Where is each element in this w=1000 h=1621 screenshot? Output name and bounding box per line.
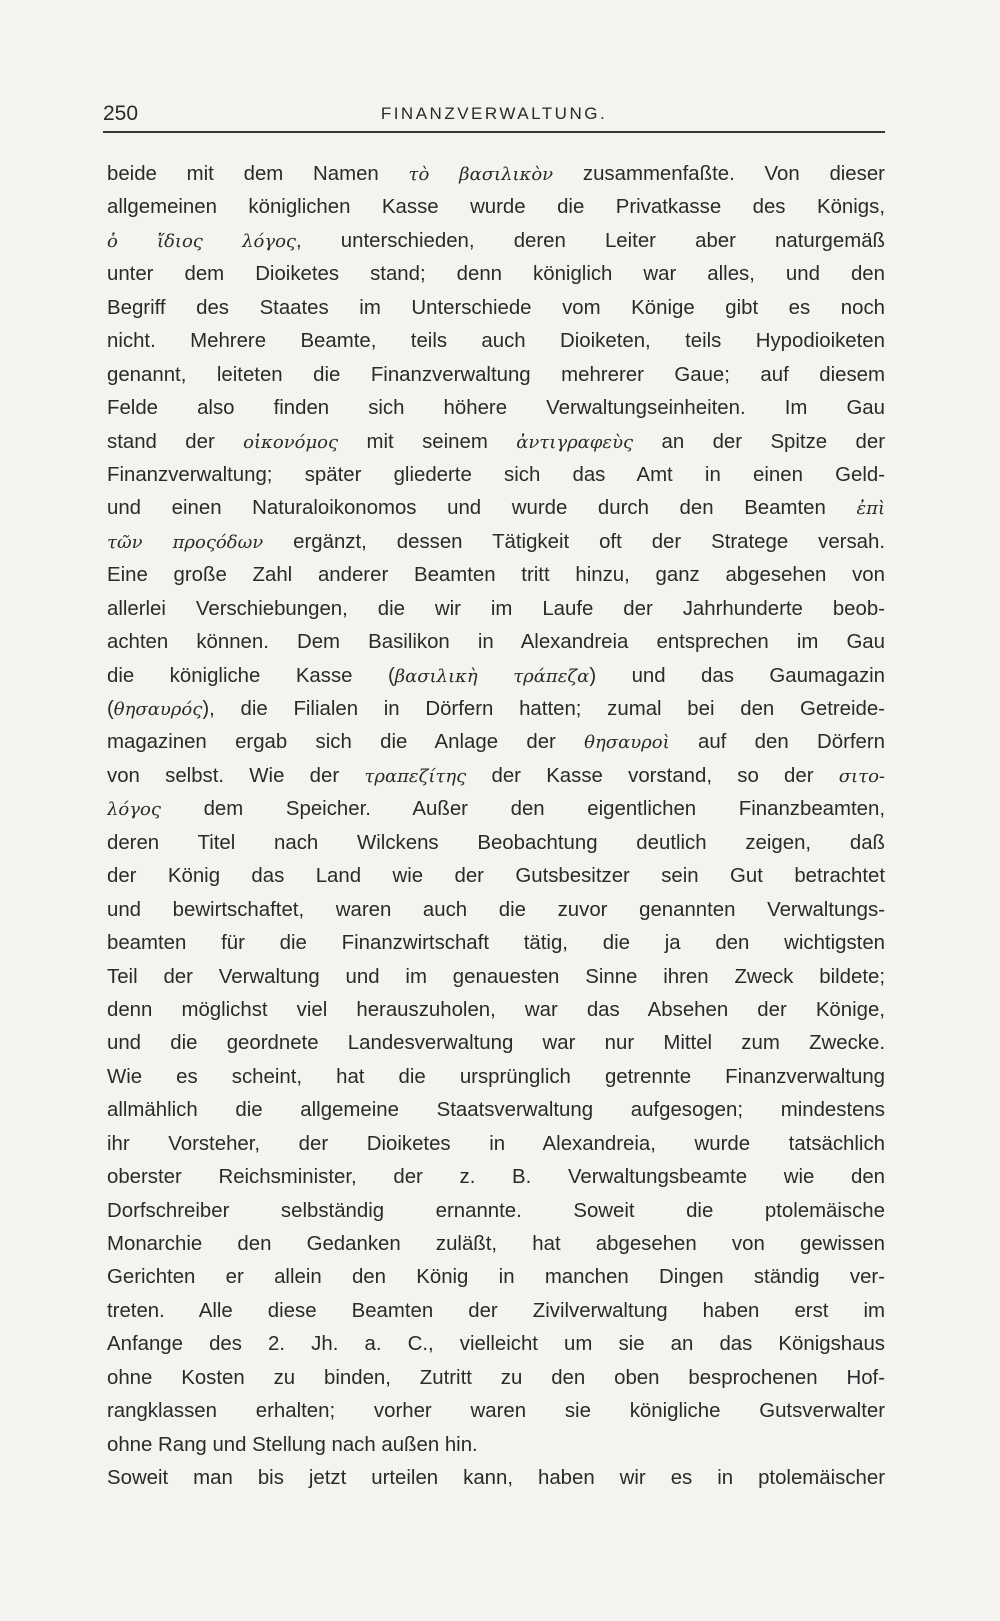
text-span: und einen Naturaloikonomos und wurde durch den Beamten [107,497,857,520]
greek-term: θησαυρός [113,699,203,720]
text-span: Monarchie den Gedanken zuläßt, hat abgesehen von gewissen [107,1233,885,1255]
text-span: allgemeinen königlichen Kasse wurde die Privatkasse des Königs, [107,196,885,219]
text-span: mit seinem [338,430,517,453]
text-line [107,325,885,358]
text-line [107,927,885,960]
text-line [107,693,885,726]
text-span: ohne Kosten zu binden, Zutritt zu den oben besprochenen Hof- [107,1366,885,1389]
text-line [107,459,885,492]
text-span: und die geordnete Landesverwaltung war nur Mittel zum Zwecke. [107,1032,885,1055]
text-span: allerlei Verschiebungen, die wir im Laufe der Jahrhunderte beob- [107,597,885,620]
text-line [107,392,885,425]
text-span: treten. Alle diese Beamten der Zivilverwaltung haben erst im [107,1299,885,1322]
text-span: ihr Vorsteher, der Dioiketes in Alexandreia, wurde tatsächlich [107,1132,885,1155]
text-span: von selbst. Wie der [107,764,365,787]
running-title: FINANZVERWALTUNG. [380,104,608,123]
text-span: denn möglichst viel herauszuholen, war das Absehen der Könige, [107,998,885,1021]
text-span: der König das Land wie der Gutsbesitzer sein Gut betrachtet [107,865,885,888]
greek-term: ἐπὶ [856,498,885,520]
text-span: unter dem Dioiketes stand; denn königlich war alles, und den [107,263,885,286]
text-span: und bewirtschaftet, waren auch die zuvor genannten Verwaltungs- [107,898,885,921]
body-text [107,158,885,1496]
text-line [107,1027,885,1060]
text-line [107,1429,885,1462]
text-span: ), die Filialen in Dörfern hatten; zumal bei den Getreide- [202,698,885,720]
text-span: ( [107,698,114,720]
greek-term: σιτο- [838,765,885,787]
text-span: zusammenfaßte. Von dieser [553,163,885,185]
text-line [107,1195,885,1228]
text-line [107,1061,885,1094]
greek-term: θησαυροὶ [584,732,670,754]
text-line [107,894,885,927]
text-line [107,994,885,1027]
text-span: genannt, leiteten die Finanzverwaltung mehrerer Gaue; auf diesem [107,363,885,386]
text-span: , unterschieden, deren Leiter aber naturgemäß [296,229,885,252]
text-line [107,292,885,325]
text-span: stand der [107,430,244,453]
text-line [107,1395,885,1428]
text-line [107,1128,885,1161]
text-line [107,1295,885,1328]
text-span: deren Titel nach Wilckens Beobachtung deutlich zeigen, daß [107,831,885,854]
text-span: achten können. Dem Basilikon in Alexandreia entsprechen im Gau [107,631,885,654]
text-span: Anfange des 2. Jh. a. C., vielleicht um sie an das Königshaus [107,1333,885,1356]
greek-term: οἰκονόμος [243,431,339,453]
text-span: dem Speicher. Außer den eigentlichen Finanzbeamten, [160,798,885,821]
text-span: Eine große Zahl anderer Beamten tritt hinzu, ganz abgesehen von [107,564,885,587]
text-span: allmählich die allgemeine Staatsverwaltung aufgesogen; mindestens [107,1099,885,1122]
text-line [107,225,885,258]
greek-term: τραπεζίτης [364,765,467,787]
text-span: nicht. Mehrere Beamte, teils auch Dioiketen, teils Hypodioiketen [107,330,885,353]
text-line [107,626,885,659]
text-span: die königliche Kasse ( [107,664,395,687]
text-line [107,158,885,191]
text-line [107,1328,885,1361]
text-line [107,961,885,994]
text-span: Soweit man bis jetzt urteilen kann, haben wir es in ptolemäischer [107,1467,885,1490]
text-span: rangklassen erhalten; vorher waren sie königliche Gutsverwalter [107,1400,885,1423]
text-line [107,426,885,459]
text-line [107,660,885,693]
text-line [107,726,885,759]
text-line [107,1228,885,1261]
text-line [107,1362,885,1395]
greek-term: βασιλικὴ τράπεζα [394,665,590,687]
text-line [107,359,885,392]
text-span: beamten für die Finanzwirtschaft tätig, die ja den wichtigsten [107,932,885,955]
text-line [107,1094,885,1127]
greek-term: τὸ βασιλικὸν [408,164,554,185]
text-line [107,793,885,826]
text-line [107,1161,885,1194]
text-span: Wie es scheint, hat die ursprünglich getrennte Finanzverwaltung [107,1065,885,1088]
page-number: 250 [103,102,139,125]
text-span: auf den Dörfern [669,731,885,754]
text-span: oberster Reichsminister, der z. B. Verwaltungsbeamte wie den [107,1166,885,1189]
text-span: an der Spitze der [633,430,885,453]
greek-term: τῶν προςόδων [107,531,264,553]
text-line [107,191,885,224]
text-span: ) und das Gaumagazin [589,664,885,687]
text-span: ergänzt, dessen Tätigkeit oft der Stratege versah. [263,530,885,553]
text-line [107,492,885,525]
text-span: beide mit dem Namen [107,163,409,185]
text-line [107,258,885,291]
greek-term: ὁ ἴδιος λόγος [107,230,296,252]
text-span: ohne Rang und Stellung nach außen hin. [107,1433,478,1456]
text-line [107,760,885,793]
text-span: Dorfschreiber selbständig ernannte. Soweit die ptolemäische [107,1199,885,1222]
text-span: Felde also finden sich höhere Verwaltungseinheiten. Im Gau [107,397,885,420]
text-line [107,559,885,592]
text-span: Begriff des Staates im Unterschiede vom Könige gibt es noch [107,296,885,319]
greek-term: λόγος [107,799,161,821]
text-span: Gerichten er allein den König in manchen Dingen ständig ver- [107,1266,885,1289]
text-line [107,1261,885,1294]
text-span: Teil der Verwaltung und im genauesten Sinne ihren Zweck bildete; [107,965,885,988]
text-span: Finanzverwaltung; später gliederte sich das Amt in einen Geld- [107,463,885,486]
text-line [107,526,885,559]
greek-term: ἀντιγραφεὺς [516,431,634,453]
text-line [107,1462,885,1495]
text-line [107,827,885,860]
text-span: der Kasse vorstand, so der [466,764,839,787]
page-header [103,101,885,133]
text-span: magazinen ergab sich die Anlage der [107,731,585,754]
text-line [107,860,885,893]
text-line [107,593,885,626]
